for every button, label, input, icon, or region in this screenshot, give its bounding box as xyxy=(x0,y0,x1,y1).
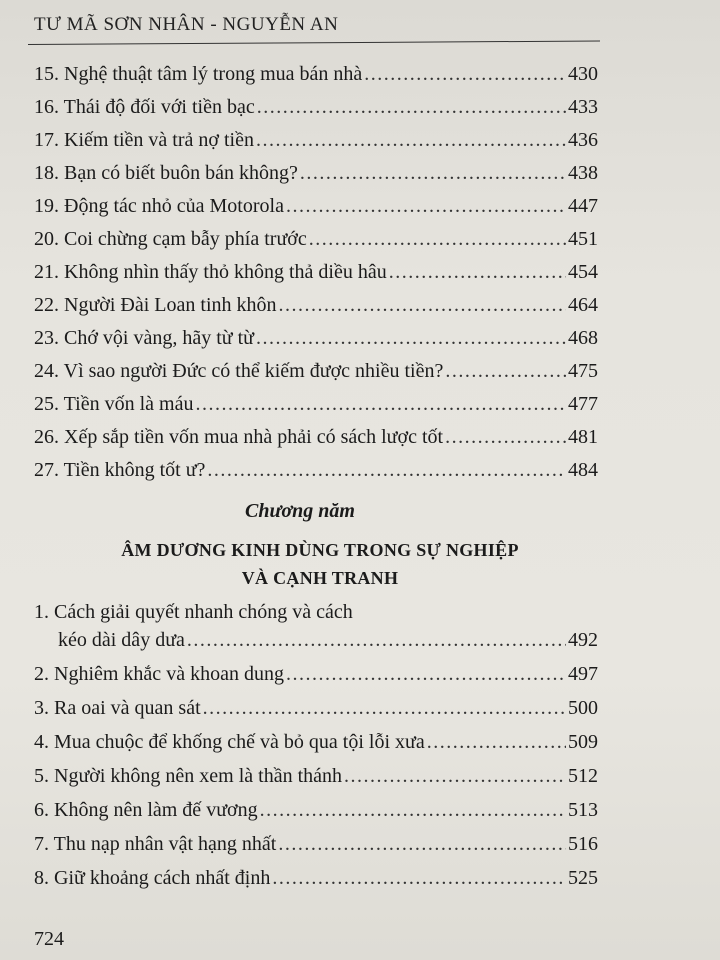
toc-entry-page: 430 xyxy=(568,63,598,85)
leader-dots xyxy=(427,726,566,758)
toc-entry-title: 6. Không nên làm đế vương xyxy=(34,799,258,821)
toc-entry-title: 16. Thái độ đối với tiền bạc xyxy=(34,96,255,118)
toc-entry-title: 19. Động tác nhỏ của Motorola xyxy=(34,195,284,217)
toc-entry-title: 23. Chớ vội vàng, hãy từ từ xyxy=(34,327,255,349)
leader-dots xyxy=(256,322,566,354)
toc-entry-title: 26. Xếp sắp tiền vốn mua nhà phải có sách lược tốt xyxy=(34,426,444,448)
toc-entry-title: 4. Mua chuộc để khống chế và bỏ qua tội lỗi xưa xyxy=(34,731,425,753)
toc-entry-page: 477 xyxy=(568,393,598,415)
leader-dots xyxy=(300,157,566,189)
leader-dots xyxy=(278,828,566,860)
toc-entry-page: 484 xyxy=(568,459,598,481)
toc-entry-page: 464 xyxy=(568,294,598,316)
toc-entry xyxy=(34,760,598,792)
leader-dots xyxy=(389,256,566,288)
toc-entry-title: 27. Tiền không tốt ư? xyxy=(34,459,206,481)
toc-entry-title: 21. Không nhìn thấy thỏ không thả diều hâu xyxy=(34,261,387,283)
toc-entry-title: 25. Tiền vốn là máu xyxy=(34,393,194,415)
toc-entry-title: 24. Vì sao người Đức có thể kiếm được nhiều tiền? xyxy=(34,360,444,382)
leader-dots xyxy=(256,124,566,156)
leader-dots xyxy=(195,388,566,420)
toc-entry-page: 436 xyxy=(568,129,598,151)
toc-entry-title: 15. Nghệ thuật tâm lý trong mua bán nhà xyxy=(34,63,363,85)
leader-dots xyxy=(207,454,566,486)
toc-entry-page: 512 xyxy=(568,765,598,787)
toc-entry xyxy=(34,91,598,123)
toc-entry xyxy=(34,289,598,321)
toc-entry-page: 509 xyxy=(568,731,598,753)
toc-entry xyxy=(34,794,598,826)
header-rule xyxy=(28,41,600,45)
toc-entry-page: 454 xyxy=(568,261,598,283)
toc-entry xyxy=(34,726,598,758)
toc-entry-title: 2. Nghiêm khắc và khoan dung xyxy=(34,663,284,685)
leader-dots xyxy=(364,58,566,90)
toc-entry-title: 5. Người không nên xem là thần thánh xyxy=(34,765,343,787)
toc-entry-title: 7. Thu nạp nhân vật hạng nhất xyxy=(34,833,277,855)
toc-entry-page: 492 xyxy=(568,629,598,651)
toc-entry-page: 438 xyxy=(568,162,598,184)
leader-dots xyxy=(445,421,566,453)
running-header: TƯ MÃ SƠN NHÂN - NGUYỄN AN xyxy=(34,14,339,35)
leader-dots xyxy=(445,355,566,387)
toc-entry-title: 1. Cách giải quyết nhanh chóng và cách xyxy=(34,601,353,623)
toc-entry-page: 513 xyxy=(568,799,598,821)
toc-entry-title: 20. Coi chừng cạm bẫy phía trước xyxy=(34,228,307,250)
leader-dots xyxy=(279,289,567,321)
toc-entry-title: 17. Kiếm tiền và trả nợ tiền xyxy=(34,129,254,151)
toc-entry xyxy=(34,658,598,690)
toc-entry-page: 433 xyxy=(568,96,598,118)
toc-entry-title: 8. Giữ khoảng cách nhất định xyxy=(34,867,271,889)
toc-entry xyxy=(34,124,598,156)
toc-entry xyxy=(34,58,598,90)
chapter-title: VÀ CẠNH TRANH xyxy=(241,568,399,588)
toc-entry xyxy=(34,157,598,189)
leader-dots xyxy=(286,658,566,690)
toc-entry xyxy=(34,256,598,288)
toc-entry xyxy=(34,355,598,387)
toc-entry-title-cont: kéo dài dây dưa xyxy=(58,629,185,651)
toc-entry xyxy=(34,322,598,354)
page-number: 724 xyxy=(34,928,64,950)
leader-dots xyxy=(344,760,566,792)
toc-entry-page: 481 xyxy=(568,426,598,448)
toc-entry xyxy=(34,828,598,860)
toc-entry-page: 516 xyxy=(568,833,598,855)
leader-dots xyxy=(203,692,566,724)
toc-entry xyxy=(34,862,598,894)
toc-entry xyxy=(34,454,598,486)
toc-entry-title: 3. Ra oai và quan sát xyxy=(34,697,201,719)
toc-entry-page: 451 xyxy=(568,228,598,250)
toc-entry xyxy=(34,388,598,420)
toc-entry xyxy=(34,190,598,222)
toc-entry-page: 447 xyxy=(568,195,598,217)
toc-entry-continuation xyxy=(58,624,598,656)
leader-dots xyxy=(286,190,566,222)
leader-dots xyxy=(260,794,566,826)
toc-entry xyxy=(34,692,598,724)
leader-dots xyxy=(257,91,566,123)
leader-dots xyxy=(309,223,566,255)
toc-entry xyxy=(34,421,598,453)
toc-entry-title: 22. Người Đài Loan tinh khôn xyxy=(34,294,277,316)
leader-dots xyxy=(187,624,566,656)
toc-entry xyxy=(34,223,598,255)
toc-entry-page: 475 xyxy=(568,360,598,382)
toc-entry-page: 525 xyxy=(568,867,598,889)
chapter-title: ÂM DƯƠNG KINH DÙNG TRONG SỰ NGHIỆP xyxy=(121,540,519,560)
toc-entry-title: 18. Bạn có biết buôn bán không? xyxy=(34,162,298,184)
toc-entry-page: 497 xyxy=(568,663,598,685)
leader-dots xyxy=(272,862,566,894)
toc-entry-page: 468 xyxy=(568,327,598,349)
chapter-label: Chương năm xyxy=(245,500,355,522)
toc-entry-page: 500 xyxy=(568,697,598,719)
